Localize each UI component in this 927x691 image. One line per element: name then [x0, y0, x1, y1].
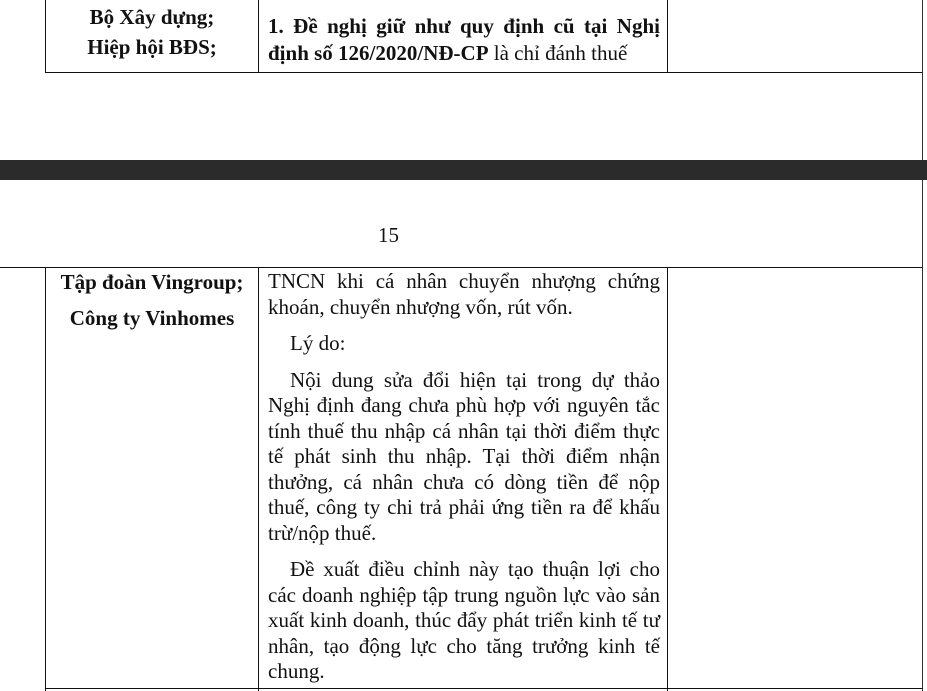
content-text: là chỉ đánh thuế — [488, 41, 628, 65]
page-right-edge — [922, 180, 923, 691]
org-line: Hiệp hội BĐS; — [87, 34, 217, 59]
content-bold-text: 1. Đề nghị giữ như quy định cũ tại Nghị định số 126/2020/NĐ-CP — [268, 14, 660, 65]
paragraph: Đề xuất điều chỉnh này tạo thuận lợi cho các doanh nghiệp tập trung nguồn lực vào sản xuất kinh doanh, thúc đẩy phát triển kinh tế tư nhân, tạo động lực cho tăng trưởng kinh tế chung. — [268, 557, 660, 683]
reason-label: Lý do: — [290, 331, 346, 355]
table-top-border — [0, 267, 922, 268]
paragraph: Nội dung sửa đổi hiện tại trong dự thảo Nghị định đang chưa phù hợp với nguyên tắc tính thuế thu nhập cá nhân tại thời điểm thực tế phát sinh thu nhập. Tại thời điểm nhận thưởng, cá nhân chưa có dòng tiền để nộp thuế, công ty chi trả phải ứng tiền ra để khấu trừ/nộp thuế. — [268, 367, 660, 545]
org-line: Tập đoàn Vingroup; — [60, 270, 244, 294]
paragraph: TNCN khi cá nhân chuyển nhượng chứng khoán, chuyển nhượng vốn, rút vốn. — [268, 269, 660, 319]
table-bottom-border — [45, 688, 922, 689]
table-border-mid — [258, 267, 259, 691]
table-border-mid2 — [667, 0, 668, 73]
table-border-mid2 — [667, 267, 668, 691]
content-cell-bottom — [268, 269, 660, 685]
page-top-fragment — [0, 0, 927, 160]
page-number: 15 — [378, 223, 399, 247]
page-right-edge — [922, 0, 923, 160]
org-line: Bộ Xây dựng; — [89, 5, 215, 29]
org-cell-top — [46, 5, 258, 60]
org-line: Công ty Vinhomes — [69, 305, 235, 330]
table-border-mid — [258, 0, 259, 73]
org-cell-bottom — [46, 270, 258, 331]
table-row-bottom-border — [45, 72, 922, 73]
content-cell-top — [268, 13, 660, 67]
page-gap — [0, 160, 927, 180]
